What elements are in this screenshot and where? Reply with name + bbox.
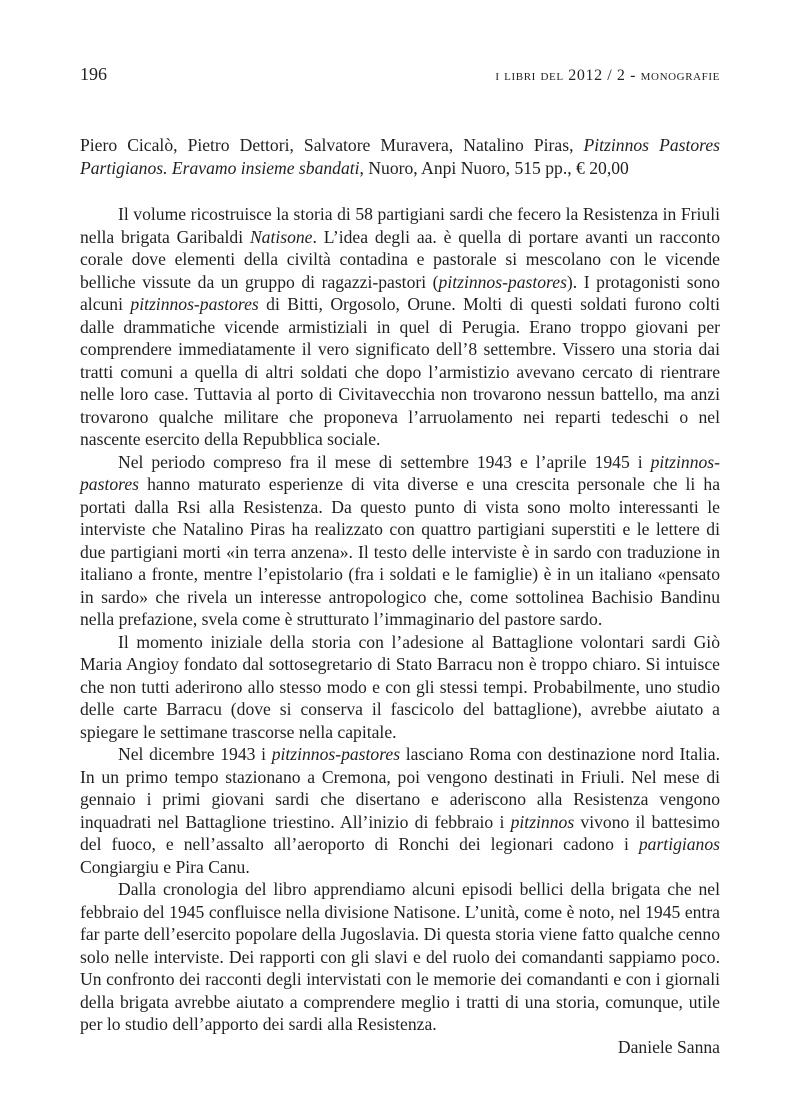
text-run: Nel dicembre 1943 i	[118, 744, 272, 764]
italic-run: pitzinnos-pastores	[271, 744, 401, 764]
paragraph-3	[80, 631, 720, 744]
text-run: di Bitti, Orgosolo, Orune. Molti di questi soldati furono colti dalle drammatiche vicende armistiziali in quel di Perugia. Erano troppo giovani per comprendere immediatamente il vero significato dell’8 settembre. Vissero una storia dai tratti comuni a quella di altri soldati che dopo l’armistizio avevano cercato di rientrare nelle loro case. Tuttavia al porto di Civitavecchia non trovarono nessun battello, ma anzi trovarono qualche militare che proponeva l’arruolamento nei reparti tedeschi o nel nascente esercito della Repubblica sociale.	[80, 294, 720, 449]
text-run: lasciano Roma con destinazione nord Italia. In un primo tempo stazionano a Cremona, poi vengono destinati in Friuli. Nel mese di gennaio i primi giovani sardi che disertano e aderiscono alla Resistenza vengono inquadrati nel Battaglione triestino. All’inizio di febbraio i	[80, 744, 720, 832]
italic-run: pitzinnos-pastores	[438, 271, 567, 292]
text-run: . L’idea degli aa. è quella di portare avanti un racconto corale dove elementi della civiltà contadina e pastorale si mescolano con le vicende belliche vissute da un gruppo di ragazzi-pastori (	[80, 226, 720, 292]
paragraph-4	[80, 743, 720, 878]
italic-run: partigianos	[638, 834, 720, 854]
journal-title: i libri del 2012 / 2 - monografie	[495, 67, 720, 84]
author-signature: Daniele Sanna	[617, 1036, 720, 1057]
text-run: Il volume ricostruisce la storia di 58 partigiani sardi che fecero la Resistenza in Friuli nella brigata Garibaldi	[80, 204, 720, 247]
book-citation	[80, 134, 720, 179]
page-number: 196	[80, 64, 107, 84]
citation-authors: Piero Cicalò, Pietro Dettori, Salvatore Muravera, Natalino Piras,	[80, 135, 584, 155]
paragraph-5	[80, 878, 720, 1036]
paragraph-1	[80, 203, 720, 451]
italic-run: pitzinnos-pastores	[80, 451, 720, 494]
text-run: Il momento iniziale della storia con l’adesione al Battaglione volontari sardi Giò Maria Angioy fondato dal sottosegretario di Stato Barracu non è troppo chiaro. Si intuisce che non tutti aderirono allo stesso modo e con gli stessi tempi. Probabilmente, uno studio delle carte Barracu (dove si conserva il fascicolo del battaglione), avrebbe aiutato a spiegare le settimane trascorse nella capitale.	[80, 631, 720, 742]
text-run: vivono il battesimo del fuoco, e nell’assalto all’aeroporto di Ronchi dei legionari cadono i	[80, 811, 720, 854]
italic-run: pitzinnos	[510, 811, 575, 832]
citation-publication: , Nuoro, Anpi Nuoro, 515 pp., € 20,00	[359, 157, 629, 178]
text-run: Dalla cronologia del libro apprendiamo alcuni episodi bellici della brigata che nel febbraio del 1945 confluisce nella divisione Natisone. L’unità, come è noto, nel 1945 entra far parte dell’esercito popolare della Jugoslavia. Di questa storia viene fatto qualche cenno solo nelle interviste. Dei rapporti con gli slavi e del ruolo dei comandanti sappiamo poco. Un confronto dei racconti degli intervistati con le memorie dei comandanti e con i giornali della brigata avrebbe aiutato a comprendere meglio i tratti di una storia, comunque, utile per lo studio dell’apporto dei sardi alla Resistenza.	[80, 879, 720, 1034]
italic-run: pitzinnos-pastores	[130, 294, 259, 314]
italic-run: Natisone	[249, 226, 313, 247]
citation-book-title: Pitzinnos Pastores Partigianos. Eravamo insieme sbandati	[80, 135, 721, 178]
page	[80, 62, 720, 1058]
text-run: ). I protagonisti sono alcuni	[80, 271, 720, 314]
text-run: Nel periodo compreso fra il mese di settembre 1943 e l’aprile 1945 i	[118, 451, 651, 472]
paragraph-2	[80, 451, 720, 631]
text-run: Congiargiu e Pira Canu.	[80, 856, 250, 877]
running-head	[80, 62, 720, 88]
review-body	[80, 203, 720, 1036]
text-run: hanno maturato esperienze di vita diverse e una crescita personale che li ha portati dalla Rsi alla Resistenza. Da questo punto di vista sono molto interessanti le interviste che Natalino Piras ha realizzato con quattro partigiani superstiti e le lettere di due partigiani morti «in terra anzena». Il testo delle interviste è in sardo con traduzione in italiano a fronte, mentre l’epistolario (fra i soldati e le famiglie) è in un italiano «pensato in sardo» che rivela un interesse antropologico che, come sottolinea Bachisio Bandinu nella prefazione, svela come è strutturato l’immaginario del pastore sardo.	[80, 474, 720, 629]
